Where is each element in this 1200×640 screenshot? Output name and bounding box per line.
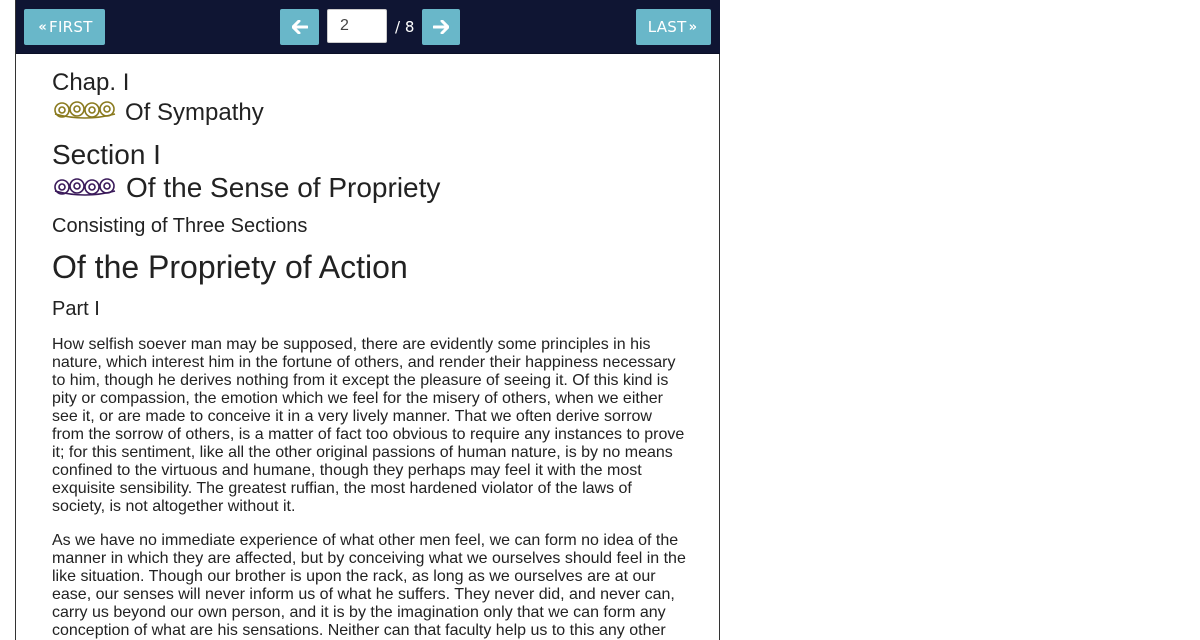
page-number-input[interactable] <box>327 9 387 43</box>
section-title-text: Of the Sense of Propriety <box>126 172 441 203</box>
chapter-title-text: Of Sympathy <box>125 99 264 126</box>
reader-panel <box>15 0 720 640</box>
part-heading: Part I <box>52 298 100 320</box>
pagination-bar <box>16 0 720 54</box>
first-page-button[interactable] <box>24 9 105 45</box>
double-chevron-right-icon: » <box>688 19 698 35</box>
section-title <box>52 172 686 204</box>
section-heading: Section I <box>52 139 161 170</box>
chapter-heading: Chap. I <box>52 69 130 96</box>
last-button-label: LAST <box>647 18 687 36</box>
main-title: Of the Propriety of Action <box>52 249 408 285</box>
next-page-button[interactable] <box>422 9 460 45</box>
arrow-right-icon <box>433 20 449 34</box>
book-content <box>52 68 686 640</box>
first-button-label: FIRST <box>49 18 93 36</box>
paragraph: As we have no immediate experience of what other men feel, we can form no idea of the manner in which they are affected, but by conceiving what we ourselves should feel in the like situation. Though our brother is upon the rack, as long as we ourselves are at our ease, our senses will never inform us of what he suffers. They never did, and never can, carry us beyond our own person, and it is by the imagination only that we can form any conception of what are his sensations. Neither can that faculty help us to this any other <box>52 532 686 639</box>
previous-page-button[interactable] <box>280 9 319 45</box>
paragraph: How selfish soever man may be supposed, there are evidently some principles in his nature, which interest him in the fortune of others, and render their happiness necessary to him, though he derives nothing from it except the pleasure of seeing it. Of this kind is pity or compassion, the emotion which we feel for the misery of others, when we either see it, or are made to conceive it in a very lively manner. That we often derive sorrow from the sorrow of others, is a matter of fact too obvious to require any instances to prove it; for this sentiment, like all the other original passions of human nature, is by no means confined to the virtuous and humane, though they perhaps may feel it with the most exquisite sensibility. The greatest ruffian, the most hardened violator of the laws of society, is not altogether without it. <box>52 336 685 515</box>
arrow-left-icon <box>292 20 308 34</box>
page-total-label: / 8 <box>395 18 415 36</box>
last-page-button[interactable] <box>636 9 711 45</box>
double-chevron-left-icon: « <box>38 19 48 35</box>
chapter-title <box>52 98 686 128</box>
consisting-subtitle: Consisting of Three Sections <box>52 215 308 237</box>
gold-ornament-icon <box>52 98 118 128</box>
purple-ornament-icon <box>52 172 118 204</box>
